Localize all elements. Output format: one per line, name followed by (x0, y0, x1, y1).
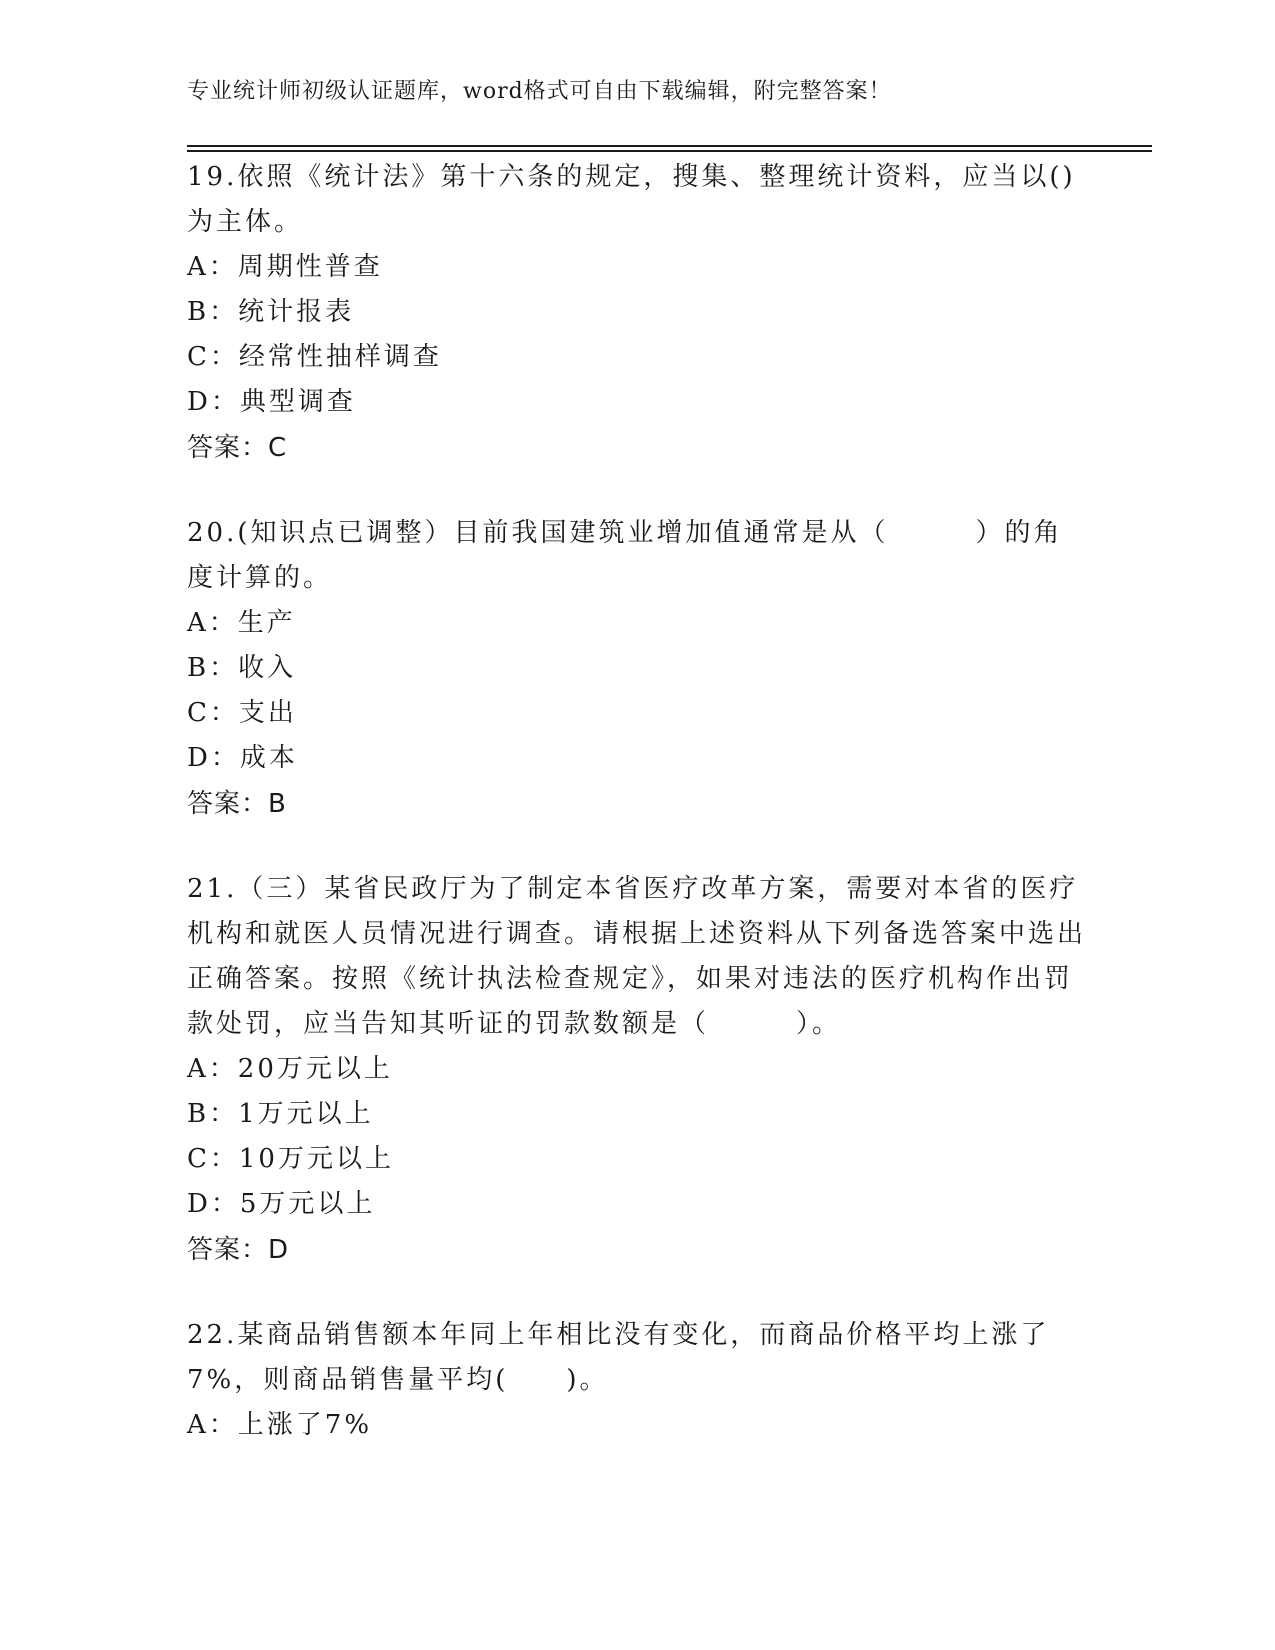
option-b: B：收入 (187, 653, 297, 683)
answer: 答案：B (187, 789, 287, 819)
option-c: C：支出 (187, 698, 297, 728)
option-a: A：生产 (187, 608, 296, 638)
question-stem: 22.某商品销售额本年同上年相比没有变化，而商品价格平均上涨了7%，则商品销售量平均( )。 (187, 1320, 1050, 1395)
question-20 (187, 511, 1087, 827)
option-b: B：统计报表 (187, 297, 355, 327)
answer: 答案：C (187, 433, 288, 463)
question-21 (187, 867, 1087, 1273)
header-divider-second (187, 150, 1152, 152)
question-stem: 20.(知识点已调整）目前我国建筑业增加值通常是从（ ）的角度计算的。 (187, 518, 1063, 593)
question-stem: 21.（三）某省民政厅为了制定本省医疗改革方案，需要对本省的医疗机构和就医人员情况进行调查。请根据上述资料从下列备选答案中选出正确答案。按照《统计执法检查规定》，如果对违法的医疗机构作出罚款处罚，应当告知其听证的罚款数额是（ ）。 (187, 874, 1087, 1039)
question-stem: 19.依照《统计法》第十六条的规定，搜集、整理统计资料，应当以()为主体。 (187, 162, 1076, 237)
document-header: 专业统计师初级认证题库，word格式可自由下载编辑，附完整答案！ (187, 79, 892, 104)
option-b: B：1万元以上 (187, 1099, 374, 1129)
option-d: D：典型调查 (187, 387, 356, 417)
option-d: D：成本 (187, 743, 298, 773)
option-a: A：20万元以上 (187, 1054, 393, 1084)
option-d: D：5万元以上 (187, 1189, 376, 1219)
question-list (187, 155, 1087, 1488)
option-c: C：10万元以上 (187, 1144, 394, 1174)
question-22 (187, 1313, 1087, 1448)
question-19 (187, 155, 1087, 471)
option-a: A：周期性普查 (187, 252, 383, 282)
option-a: A：上涨了7% (187, 1410, 373, 1440)
header-divider (187, 145, 1152, 147)
answer: 答案：D (187, 1235, 290, 1265)
option-c: C：经常性抽样调查 (187, 342, 442, 372)
